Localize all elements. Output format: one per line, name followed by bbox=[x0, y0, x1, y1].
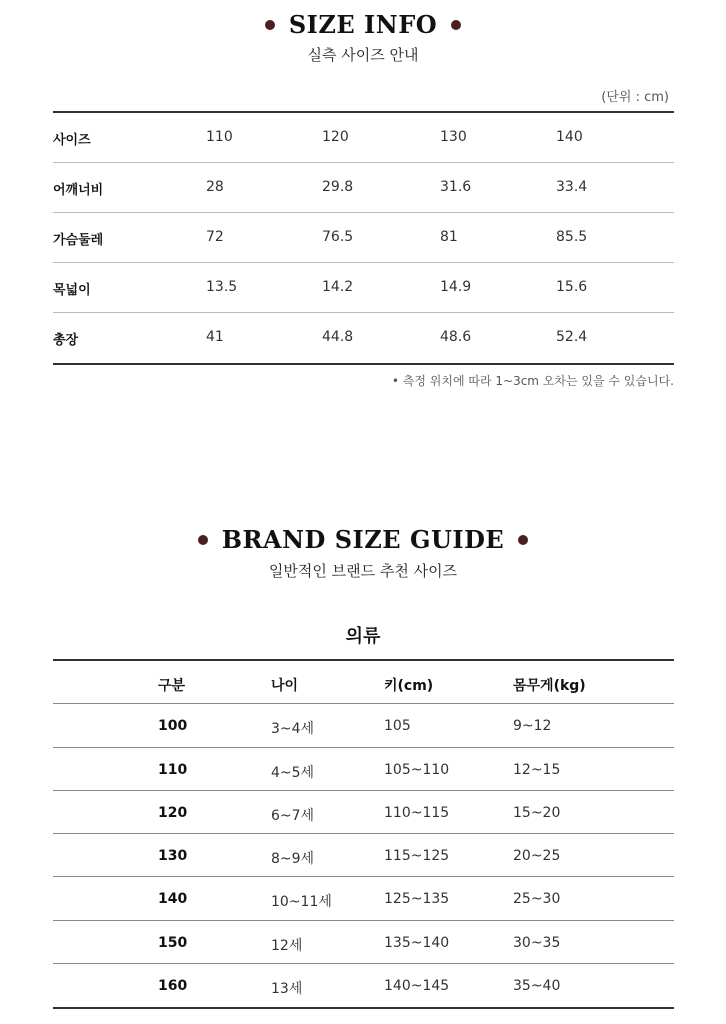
category-title: 의류 bbox=[345, 626, 381, 647]
column-header: 키(cm) bbox=[384, 678, 434, 694]
size-cell: 110 bbox=[158, 761, 188, 778]
table-cell: 31.6 bbox=[440, 179, 472, 195]
age-cell: 6~7세 bbox=[271, 807, 315, 824]
column-header: 나이 bbox=[271, 678, 299, 694]
table-cell: 85.5 bbox=[556, 229, 588, 245]
height-cell: 105~110 bbox=[384, 761, 450, 778]
table-cell: 15.6 bbox=[556, 279, 588, 295]
table-cell: 52.4 bbox=[556, 329, 588, 345]
age-cell: 4~5세 bbox=[271, 764, 315, 781]
table-cell: 28 bbox=[206, 179, 224, 195]
table-row bbox=[53, 213, 674, 263]
table-cell: 72 bbox=[206, 229, 224, 245]
table-cell: 130 bbox=[440, 129, 467, 145]
table-header-row bbox=[53, 661, 674, 704]
size-info-subtitle: 실측 사이즈 안내 bbox=[307, 46, 419, 64]
weight-cell: 35~40 bbox=[513, 978, 561, 995]
bullet-dot-icon bbox=[198, 535, 208, 545]
size-info-table bbox=[53, 111, 674, 365]
table-cell: 110 bbox=[206, 129, 233, 145]
age-cell: 3~4세 bbox=[271, 721, 315, 738]
height-cell: 135~140 bbox=[384, 934, 450, 951]
bullet-dot-icon bbox=[451, 20, 461, 30]
table-row bbox=[53, 791, 674, 834]
size-cell: 120 bbox=[158, 804, 188, 821]
size-cell: 100 bbox=[158, 718, 188, 735]
unit-label: (단위 : cm) bbox=[601, 90, 669, 105]
size-info-heading bbox=[0, 10, 726, 39]
row-label: 어깨너비 bbox=[53, 183, 104, 198]
age-cell: 10~11세 bbox=[271, 894, 332, 911]
table-cell: 33.4 bbox=[556, 179, 588, 195]
row-label: 사이즈 bbox=[53, 133, 91, 148]
weight-cell: 12~15 bbox=[513, 761, 561, 778]
age-cell: 8~9세 bbox=[271, 851, 315, 868]
table-row bbox=[53, 163, 674, 213]
bullet-dot-icon bbox=[518, 535, 528, 545]
size-cell: 130 bbox=[158, 848, 188, 865]
height-cell: 110~115 bbox=[384, 804, 450, 821]
age-cell: 13세 bbox=[271, 981, 303, 998]
table-cell: 140 bbox=[556, 129, 583, 145]
table-cell: 14.2 bbox=[322, 279, 354, 295]
table-row bbox=[53, 834, 674, 877]
column-header: 구분 bbox=[158, 678, 186, 694]
brand-guide-title: BRAND SIZE GUIDE bbox=[221, 525, 505, 554]
brand-guide-heading bbox=[0, 525, 726, 554]
table-cell: 29.8 bbox=[322, 179, 354, 195]
size-cell: 150 bbox=[158, 934, 188, 951]
table-cell: 13.5 bbox=[206, 279, 238, 295]
height-cell: 140~145 bbox=[384, 978, 450, 995]
brand-guide-subtitle: 일반적인 브랜드 추천 사이즈 bbox=[268, 562, 458, 580]
weight-cell: 20~25 bbox=[513, 848, 561, 865]
row-label: 가슴둘레 bbox=[53, 233, 104, 248]
table-cell: 48.6 bbox=[440, 329, 472, 345]
bullet-dot-icon bbox=[265, 20, 275, 30]
table-row bbox=[53, 921, 674, 964]
size-info-title: SIZE INFO bbox=[288, 10, 438, 39]
size-cell: 160 bbox=[158, 978, 188, 995]
table-cell: 14.9 bbox=[440, 279, 472, 295]
measurement-note: • 측정 위치에 따라 1~3cm 오차는 있을 수 있습니다. bbox=[391, 374, 674, 388]
table-cell: 41 bbox=[206, 329, 224, 345]
weight-cell: 25~30 bbox=[513, 891, 561, 908]
row-label: 목넓이 bbox=[53, 283, 91, 298]
table-row bbox=[53, 313, 674, 363]
table-cell: 81 bbox=[440, 229, 458, 245]
table-row bbox=[53, 964, 674, 1007]
table-row bbox=[53, 263, 674, 313]
table-row bbox=[53, 113, 674, 163]
weight-cell: 30~35 bbox=[513, 934, 561, 951]
table-row bbox=[53, 704, 674, 747]
weight-cell: 9~12 bbox=[513, 718, 552, 735]
height-cell: 115~125 bbox=[384, 848, 450, 865]
brand-size-table bbox=[53, 659, 674, 1009]
table-row bbox=[53, 748, 674, 791]
table-row bbox=[53, 877, 674, 920]
height-cell: 125~135 bbox=[384, 891, 450, 908]
size-cell: 140 bbox=[158, 891, 188, 908]
weight-cell: 15~20 bbox=[513, 804, 561, 821]
column-header: 몸무게(kg) bbox=[513, 678, 586, 694]
height-cell: 105 bbox=[384, 718, 411, 735]
row-label: 총장 bbox=[53, 333, 79, 348]
table-cell: 120 bbox=[322, 129, 349, 145]
age-cell: 12세 bbox=[271, 937, 303, 954]
table-cell: 76.5 bbox=[322, 229, 354, 245]
table-cell: 44.8 bbox=[322, 329, 354, 345]
